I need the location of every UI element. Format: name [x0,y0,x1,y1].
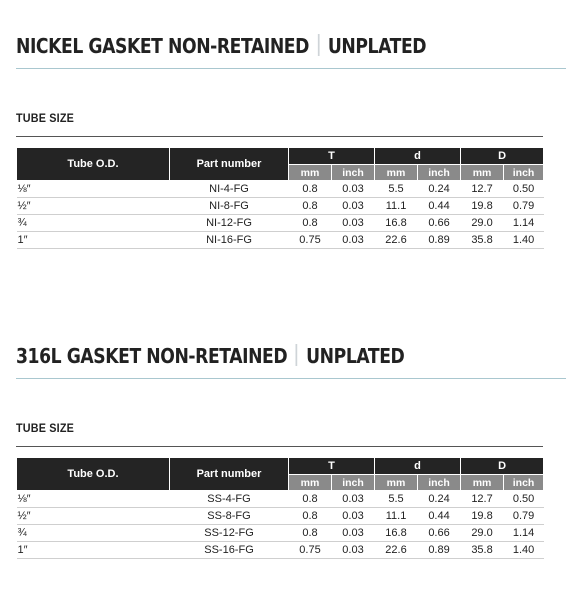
section-title-main: NICKEL GASKET NON-RETAINED [16,34,309,58]
D-inch-cell: 1.14 [504,525,544,542]
tube-size-heading: TUBE SIZE [16,421,75,435]
T-mm-cell: 0.75 [289,232,332,249]
d-mm-cell: 22.6 [375,232,418,249]
d-inch-cell: 0.24 [418,181,461,198]
T-inch-cell: 0.03 [332,525,375,542]
D-mm-cell: 19.8 [461,508,504,525]
table-row [17,215,544,232]
part-number-cell: SS-12-FG [170,525,289,542]
tube-size-cell: ¾ [17,525,170,542]
tube-size-heading: TUBE SIZE [16,111,75,125]
d-mm-cell: 16.8 [375,525,418,542]
T-inch-cell: 0.03 [332,181,375,198]
part-number-cell: SS-4-FG [170,491,289,508]
d-inch-cell: 0.89 [418,232,461,249]
T-inch-cell: 0.03 [332,215,375,232]
T-inch-cell: 0.03 [332,542,375,559]
table-row [17,198,544,215]
table-row [17,181,544,198]
D-mm-header: mm [461,165,504,181]
d-inch-cell: 0.66 [418,525,461,542]
T-inch-cell: 0.03 [332,198,375,215]
T-mm-cell: 0.8 [289,215,332,232]
part-number-cell: NI-8-FG [170,198,289,215]
d-mm-header: mm [375,475,418,491]
part-number-header: Part number [170,148,289,181]
316l-gasket-section [16,342,566,556]
section-title-suffix: UNPLATED [327,34,427,58]
d-mm-cell: 5.5 [375,491,418,508]
tube-size-cell: ¾ [17,215,170,232]
T-mm-cell: 0.8 [289,491,332,508]
D-mm-cell: 35.8 [461,542,504,559]
title-rule [16,68,566,69]
part-number-header: Part number [170,458,289,491]
part-number-cell: NI-12-FG [170,215,289,232]
T-inch-cell: 0.03 [332,232,375,249]
T-mm-cell: 0.8 [289,525,332,542]
T-mm-cell: 0.75 [289,542,332,559]
tube-size-cell: 1″ [17,542,170,559]
tube-size-cell: ½″ [17,508,170,525]
D-inch-header: inch [504,165,544,181]
d-mm-cell: 11.1 [375,508,418,525]
D-mm-header: mm [461,475,504,491]
T-mm-cell: 0.8 [289,508,332,525]
d-mm-header: mm [375,165,418,181]
d-inch-cell: 0.89 [418,542,461,559]
part-number-cell: SS-16-FG [170,542,289,559]
table-row [17,508,544,525]
D-mm-cell: 12.7 [461,181,504,198]
part-number-cell: NI-16-FG [170,232,289,249]
spec-table [16,457,544,559]
D-mm-cell: 29.0 [461,525,504,542]
d-mm-cell: 22.6 [375,542,418,559]
d-mm-cell: 5.5 [375,181,418,198]
D-mm-cell: 12.7 [461,491,504,508]
D-inch-cell: 1.40 [504,232,544,249]
tube-size-rule [16,136,543,137]
tube-od-header: Tube O.D. [17,458,170,491]
T-inch-cell: 0.03 [332,491,375,508]
d-inch-header: inch [418,475,461,491]
section-title [16,32,489,60]
D-inch-cell: 0.79 [504,198,544,215]
section-title-main: 316L GASKET NON-RETAINED [16,344,288,368]
D-mm-cell: 29.0 [461,215,504,232]
T-mm-header: mm [289,475,332,491]
table-row [17,525,544,542]
T-mm-cell: 0.8 [289,181,332,198]
nickel-gasket-section [16,32,566,246]
table-row [17,542,544,559]
part-number-cell: SS-8-FG [170,508,289,525]
D-inch-cell: 1.40 [504,542,544,559]
T-mm-header: mm [289,165,332,181]
T-inch-header: inch [332,165,375,181]
table-row [17,232,544,249]
D-inch-cell: 0.50 [504,491,544,508]
d-inch-header: inch [418,165,461,181]
section-title [16,342,489,370]
d-header: d [375,458,461,475]
T-mm-cell: 0.8 [289,198,332,215]
d-inch-cell: 0.44 [418,198,461,215]
title-rule [16,378,566,379]
d-inch-cell: 0.66 [418,215,461,232]
D-mm-cell: 35.8 [461,232,504,249]
T-header: T [289,148,375,165]
D-header: D [461,148,544,165]
D-inch-cell: 0.50 [504,181,544,198]
tube-size-cell: 1″ [17,232,170,249]
d-mm-cell: 11.1 [375,198,418,215]
spec-table [16,147,544,249]
D-inch-header: inch [504,475,544,491]
T-inch-header: inch [332,475,375,491]
D-inch-cell: 0.79 [504,508,544,525]
tube-size-cell: ½″ [17,198,170,215]
d-inch-cell: 0.24 [418,491,461,508]
d-inch-cell: 0.44 [418,508,461,525]
T-inch-cell: 0.03 [332,508,375,525]
title-divider [296,344,298,366]
d-mm-cell: 16.8 [375,215,418,232]
tube-size-cell: ⅛″ [17,491,170,508]
title-divider [318,34,320,56]
tube-od-header: Tube O.D. [17,148,170,181]
section-title-suffix: UNPLATED [306,344,405,368]
T-header: T [289,458,375,475]
tube-size-rule [16,446,543,447]
D-inch-cell: 1.14 [504,215,544,232]
table-row [17,491,544,508]
D-mm-cell: 19.8 [461,198,504,215]
d-header: d [375,148,461,165]
part-number-cell: NI-4-FG [170,181,289,198]
D-header: D [461,458,544,475]
tube-size-cell: ⅛″ [17,181,170,198]
